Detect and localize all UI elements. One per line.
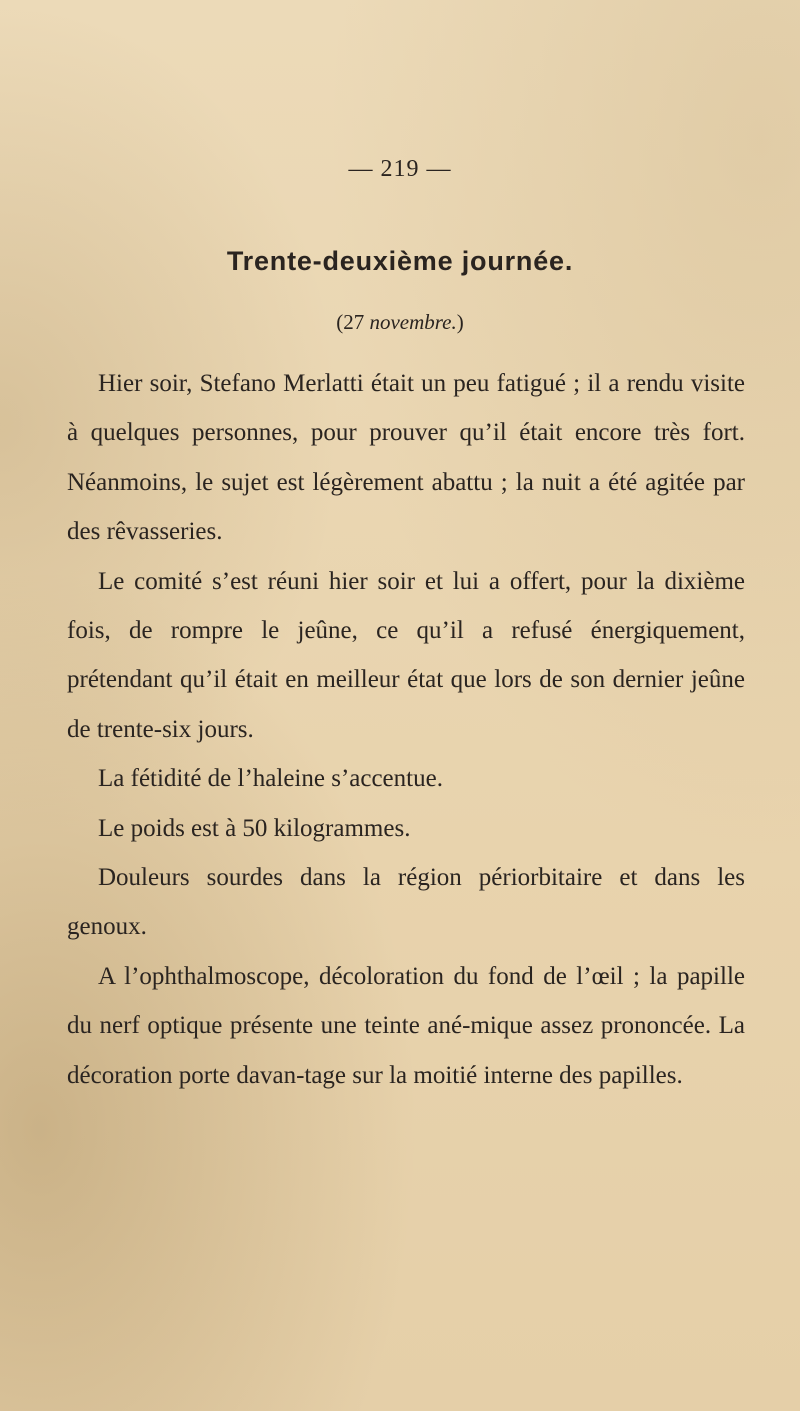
chapter-date [0,310,800,335]
chapter-date-close: ) [456,310,464,334]
paragraph-weight: Le poids est à 50 kilogrammes. [98,814,411,842]
chapter-date-text: novembre. [369,310,457,334]
paragraph-pain: Douleurs sourdes dans la région périorbitaire et dans les genoux. [67,864,745,941]
paragraph-ophthalmoscope: A l’ophthalmoscope, décoloration du fond de l’œil ; la papille du nerf optique présente une teinte ané-mique assez prononcée. La décoration porte davan-tage sur la moitié interne des papilles. [67,962,745,1089]
chapter-title: Trente-deuxième journée. [226,246,574,276]
paragraph-breath: La fétidité de l’haleine s’accentue. [98,765,443,793]
body-text [67,359,745,1100]
paragraph-fatigue: Hier soir, Stefano Merlatti était un peu fatigué ; il a rendu visite à quelques personnes, pour prouver qu’il était encore très fort. Néanmoins, le sujet est légèrement abattu ; la nuit a été agitée par des rêvasseries. [67,370,745,546]
page-number: — 219 — [348,156,452,182]
paragraph-committee: Le comité s’est réuni hier soir et lui a offert, pour la dixième fois, de rompre le jeûne, ce qu’il a refusé énergiquement, prétendant qu’il était en meilleur état que lors de son dernier jeûne de trente-six jours. [67,567,745,743]
chapter-date-open: (27 [336,310,370,334]
